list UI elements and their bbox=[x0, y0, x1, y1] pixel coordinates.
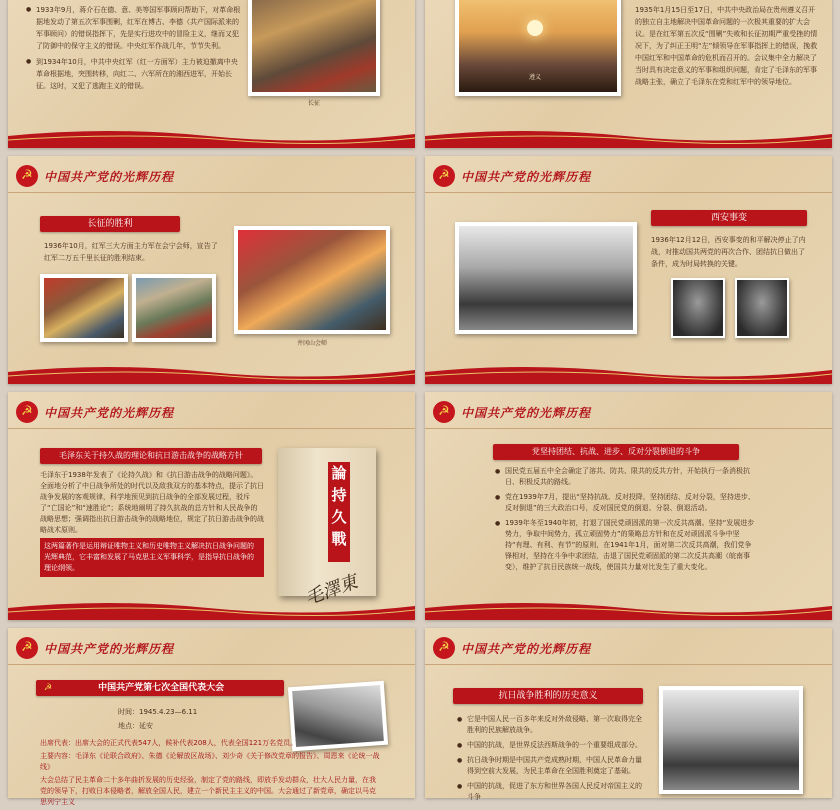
header-title: 中国共产党的光辉历程 bbox=[44, 169, 175, 184]
red-wave-decoration bbox=[8, 598, 415, 620]
portrait-1 bbox=[671, 278, 725, 338]
red-wave-decoration bbox=[425, 362, 832, 384]
slide8-ribbon: 抗日战争胜利的历史意义 bbox=[453, 688, 643, 704]
congress-reports: 主要内容：毛泽东《论联合政府》、朱德《论解放区战场》、刘少奇《关于修改党章的报告》、周恩来《论统一战线》 bbox=[40, 752, 380, 771]
slide7-ribbon bbox=[36, 680, 284, 696]
slide7-meta bbox=[118, 706, 268, 734]
slide-header bbox=[16, 164, 174, 188]
congress-attendees: 出席代表：出席大会的正式代表547人，候补代表208人，代表全国121万名党员。 bbox=[40, 739, 298, 747]
slide1-text bbox=[26, 4, 241, 96]
slide7-text bbox=[40, 738, 380, 810]
header-title: 中国共产党的光辉历程 bbox=[44, 405, 175, 420]
slide-header bbox=[16, 636, 174, 660]
slide6-bullet: ● 党在1939年7月，提出“坚持抗战、反对投降，坚持团结、反对分裂，坚持进步、反对倒退”的三大政治口号，反对国民党的倒退、分裂、倒退活动。 bbox=[495, 492, 757, 514]
header-rule bbox=[425, 192, 832, 193]
header-rule bbox=[425, 664, 832, 665]
slide-header bbox=[433, 400, 591, 424]
congress-place: 地点：延安 bbox=[118, 722, 153, 730]
slide8-bullet: ● 中国的抗战，促进了东方和世界各国人民反对帝国主义的斗争 bbox=[457, 781, 647, 803]
slide3-text: 1936年10月，红军三大方面主力军在会宁会师，宣告了红军二万五千里长征的胜利结束。 bbox=[44, 242, 218, 262]
header-title: 中国共产党的光辉历程 bbox=[44, 641, 175, 656]
slide4-ribbon: 西安事变 bbox=[651, 210, 807, 226]
zunyi-photo bbox=[455, 0, 621, 96]
hammer-sickle-icon: ☭ bbox=[16, 401, 38, 423]
slide-header bbox=[16, 400, 174, 424]
hammer-sickle-icon: ☭ bbox=[16, 637, 38, 659]
slide6-bullet: ● 1939年冬至1940年初，打退了国民党顽固派的第一次反共高潮。坚持“发展进步势力，争取中间势力，孤立顽固势力”的策略总方针和在反对顽固派斗争中坚持“有理、有利、有节”的原则，在1941年1月，面对第二次反共高潮，我们党争锋相对，坚持在斗争中求团结，击退了国民党顽固派的第二次反共高潮（皖南事变），维护了抗日民族统一战线，使国共力量对比发生了重大变化。 bbox=[495, 518, 757, 573]
header-title: 中国共产党的光辉历程 bbox=[461, 405, 592, 420]
book-signature: 毛澤東 bbox=[302, 571, 361, 610]
slide-protracted-war bbox=[8, 392, 415, 620]
slide6-text bbox=[495, 466, 757, 577]
red-wave-decoration bbox=[425, 598, 832, 620]
victory-painting-2 bbox=[132, 274, 216, 342]
red-wave-decoration bbox=[8, 362, 415, 384]
hammer-sickle-icon: ☭ bbox=[433, 637, 455, 659]
red-wave-decoration bbox=[8, 126, 415, 148]
hammer-sickle-icon: ☭ bbox=[433, 165, 455, 187]
header-title: 中国共产党的光辉历程 bbox=[461, 641, 592, 656]
slide8-bullet: ● 它是中国人民一百多年来反对外敌侵略、第一次取得完全胜利的民族解放战争。 bbox=[457, 714, 647, 736]
jinggangshan-painting bbox=[234, 226, 390, 334]
long-march-painting bbox=[248, 0, 380, 96]
hammer-sickle-icon: ☭ bbox=[16, 165, 38, 187]
protracted-war-book bbox=[278, 448, 376, 610]
slide-seventh-congress bbox=[8, 628, 415, 806]
slide-xian-incident bbox=[425, 156, 832, 384]
slide-victory-significance bbox=[425, 628, 832, 801]
slide6-ribbon: 党坚持团结、抗战、进步、反对分裂倒退的斗争 bbox=[493, 444, 739, 460]
slide1-bullet: ● 到1934年10月，中共中央红军（红一方面军）主力被迫撤离中央革命根据地，突围转移，向红二、六军所在的湘西进军，开始长征。这时，又犯了逃跑主义的错误。 bbox=[26, 56, 241, 92]
slide5-body: 毛泽东于1938年发表了《论持久战》和《抗日游击战争的战略问题》。全面地分析了中日战争所处的时代以及敌我双方的基本特点，提示了抗日战争发展的客观规律，科学地预见到抗日战争的全部发展过程，驳斥了“亡国论”和“速胜论”；系统地阐明了持久抗战的总方针和人民战争的战略思想；强调指出抗日游击战争的战略地位，规定了抗日游击战争的战略战术原则。 bbox=[40, 471, 264, 534]
slide-zunyi-meeting bbox=[425, 0, 832, 148]
book-title: 論持久戰 bbox=[328, 462, 350, 562]
header-rule bbox=[8, 192, 415, 193]
hammer-sickle-icon: ☭ bbox=[44, 683, 53, 693]
victory-painting-1 bbox=[40, 274, 128, 342]
header-rule bbox=[425, 428, 832, 429]
congress-summary: 大会总结了民主革命二十多年曲折发展的历史经验，制定了党的路线，即放手发动群众，壮大人民力量，在我党的领导下，打败日本侵略者，解放全国人民，建立一个新民主主义的中国。大会通过了新党章，确定以马克思列宁主义 bbox=[40, 776, 376, 806]
portrait-2 bbox=[735, 278, 789, 338]
slide4-text: 1936年12月12日，西安事变的和平解决停止了内战，对推动国共两党的再次合作、团结抗日做出了条件，成为时局转换的关键。 bbox=[651, 236, 806, 268]
slide1-bullet: ● 1933年9月，蒋介石在德、意、美等国军事顾问帮助下，对革命根据地发动了第五次军事围剿，红军在博古、李德（共产国际派来的军事顾问）的错误指挥下，先是实行进攻中的冒险主义，继而又犯了防御中的保守主义的错误。中央红军作战几年，节节失利。 bbox=[26, 4, 241, 52]
xian-group-photo bbox=[455, 222, 637, 334]
slide5-highlight: 这两篇著作是运用辩证唯物主义和历史唯物主义解决抗日战争问题的光辉典范，它丰富和发展了马克思主义军事科学，是指导抗日战争的理论纲领。 bbox=[40, 538, 264, 577]
header-rule bbox=[8, 664, 415, 665]
slide6-bullet: ● 国民党五届五中全会确定了溶共、防共、限共的反共方针，开始执行一条消极抗日、积极反共的路线。 bbox=[495, 466, 757, 488]
congress-time: 时间：1945.4.23—6.11 bbox=[118, 708, 198, 716]
zunyi-photo-label: 遵义 bbox=[529, 74, 542, 81]
header-title: 中国共产党的光辉历程 bbox=[461, 169, 592, 184]
slide5-ribbon: 毛泽东关于持久战的理论和抗日游击战争的战略方针 bbox=[40, 448, 262, 464]
slide8-bullet: ● 中国的抗战，是世界反法西斯战争的一个重要组成部分。 bbox=[457, 740, 647, 751]
slide-unity-struggle bbox=[425, 392, 832, 620]
hammer-sickle-icon: ☭ bbox=[433, 401, 455, 423]
slide7-ribbon-label: 中国共产党第七次全国代表大会 bbox=[98, 683, 225, 693]
slide-long-march-start bbox=[8, 0, 415, 148]
slide-header bbox=[433, 164, 591, 188]
slide8-bullet: ● 抗日战争时期是中国共产党成熟时期，中国人民革命力量得到空前大发展，为民主革命在全国胜利奠定了基础。 bbox=[457, 755, 647, 777]
slide3-caption: 井冈山会师 bbox=[296, 340, 327, 347]
slide3-ribbon: 长征的胜利 bbox=[40, 216, 180, 232]
slide2-text: 1935年1月15日至17日，中共中央政治局在贵州遵义召开的独立自主地解决中国革命问题的一次极其重要的扩大会议。是在红军第五次反“围剿”失败和长征初期严重受挫的情况下，为了纠正王明“左”倾领导在军事指挥上的错误，挽救中国红军和中国革命的危机而召开的。会议集中全力解决了当时具有决定意义的军事和组织问题，肯定了毛泽东的军事战略主张，确立了毛泽东在党和红军中的领导地位。 bbox=[635, 6, 818, 86]
slide8-text bbox=[457, 714, 647, 807]
header-rule bbox=[8, 428, 415, 429]
slide1-caption: 长征 bbox=[307, 100, 320, 107]
slide5-text bbox=[40, 470, 264, 579]
slide-header bbox=[433, 636, 591, 660]
surrender-ceremony-photo bbox=[659, 686, 803, 794]
slide-long-march-victory bbox=[8, 156, 415, 384]
red-wave-decoration bbox=[425, 126, 832, 148]
sun-icon bbox=[527, 20, 543, 36]
